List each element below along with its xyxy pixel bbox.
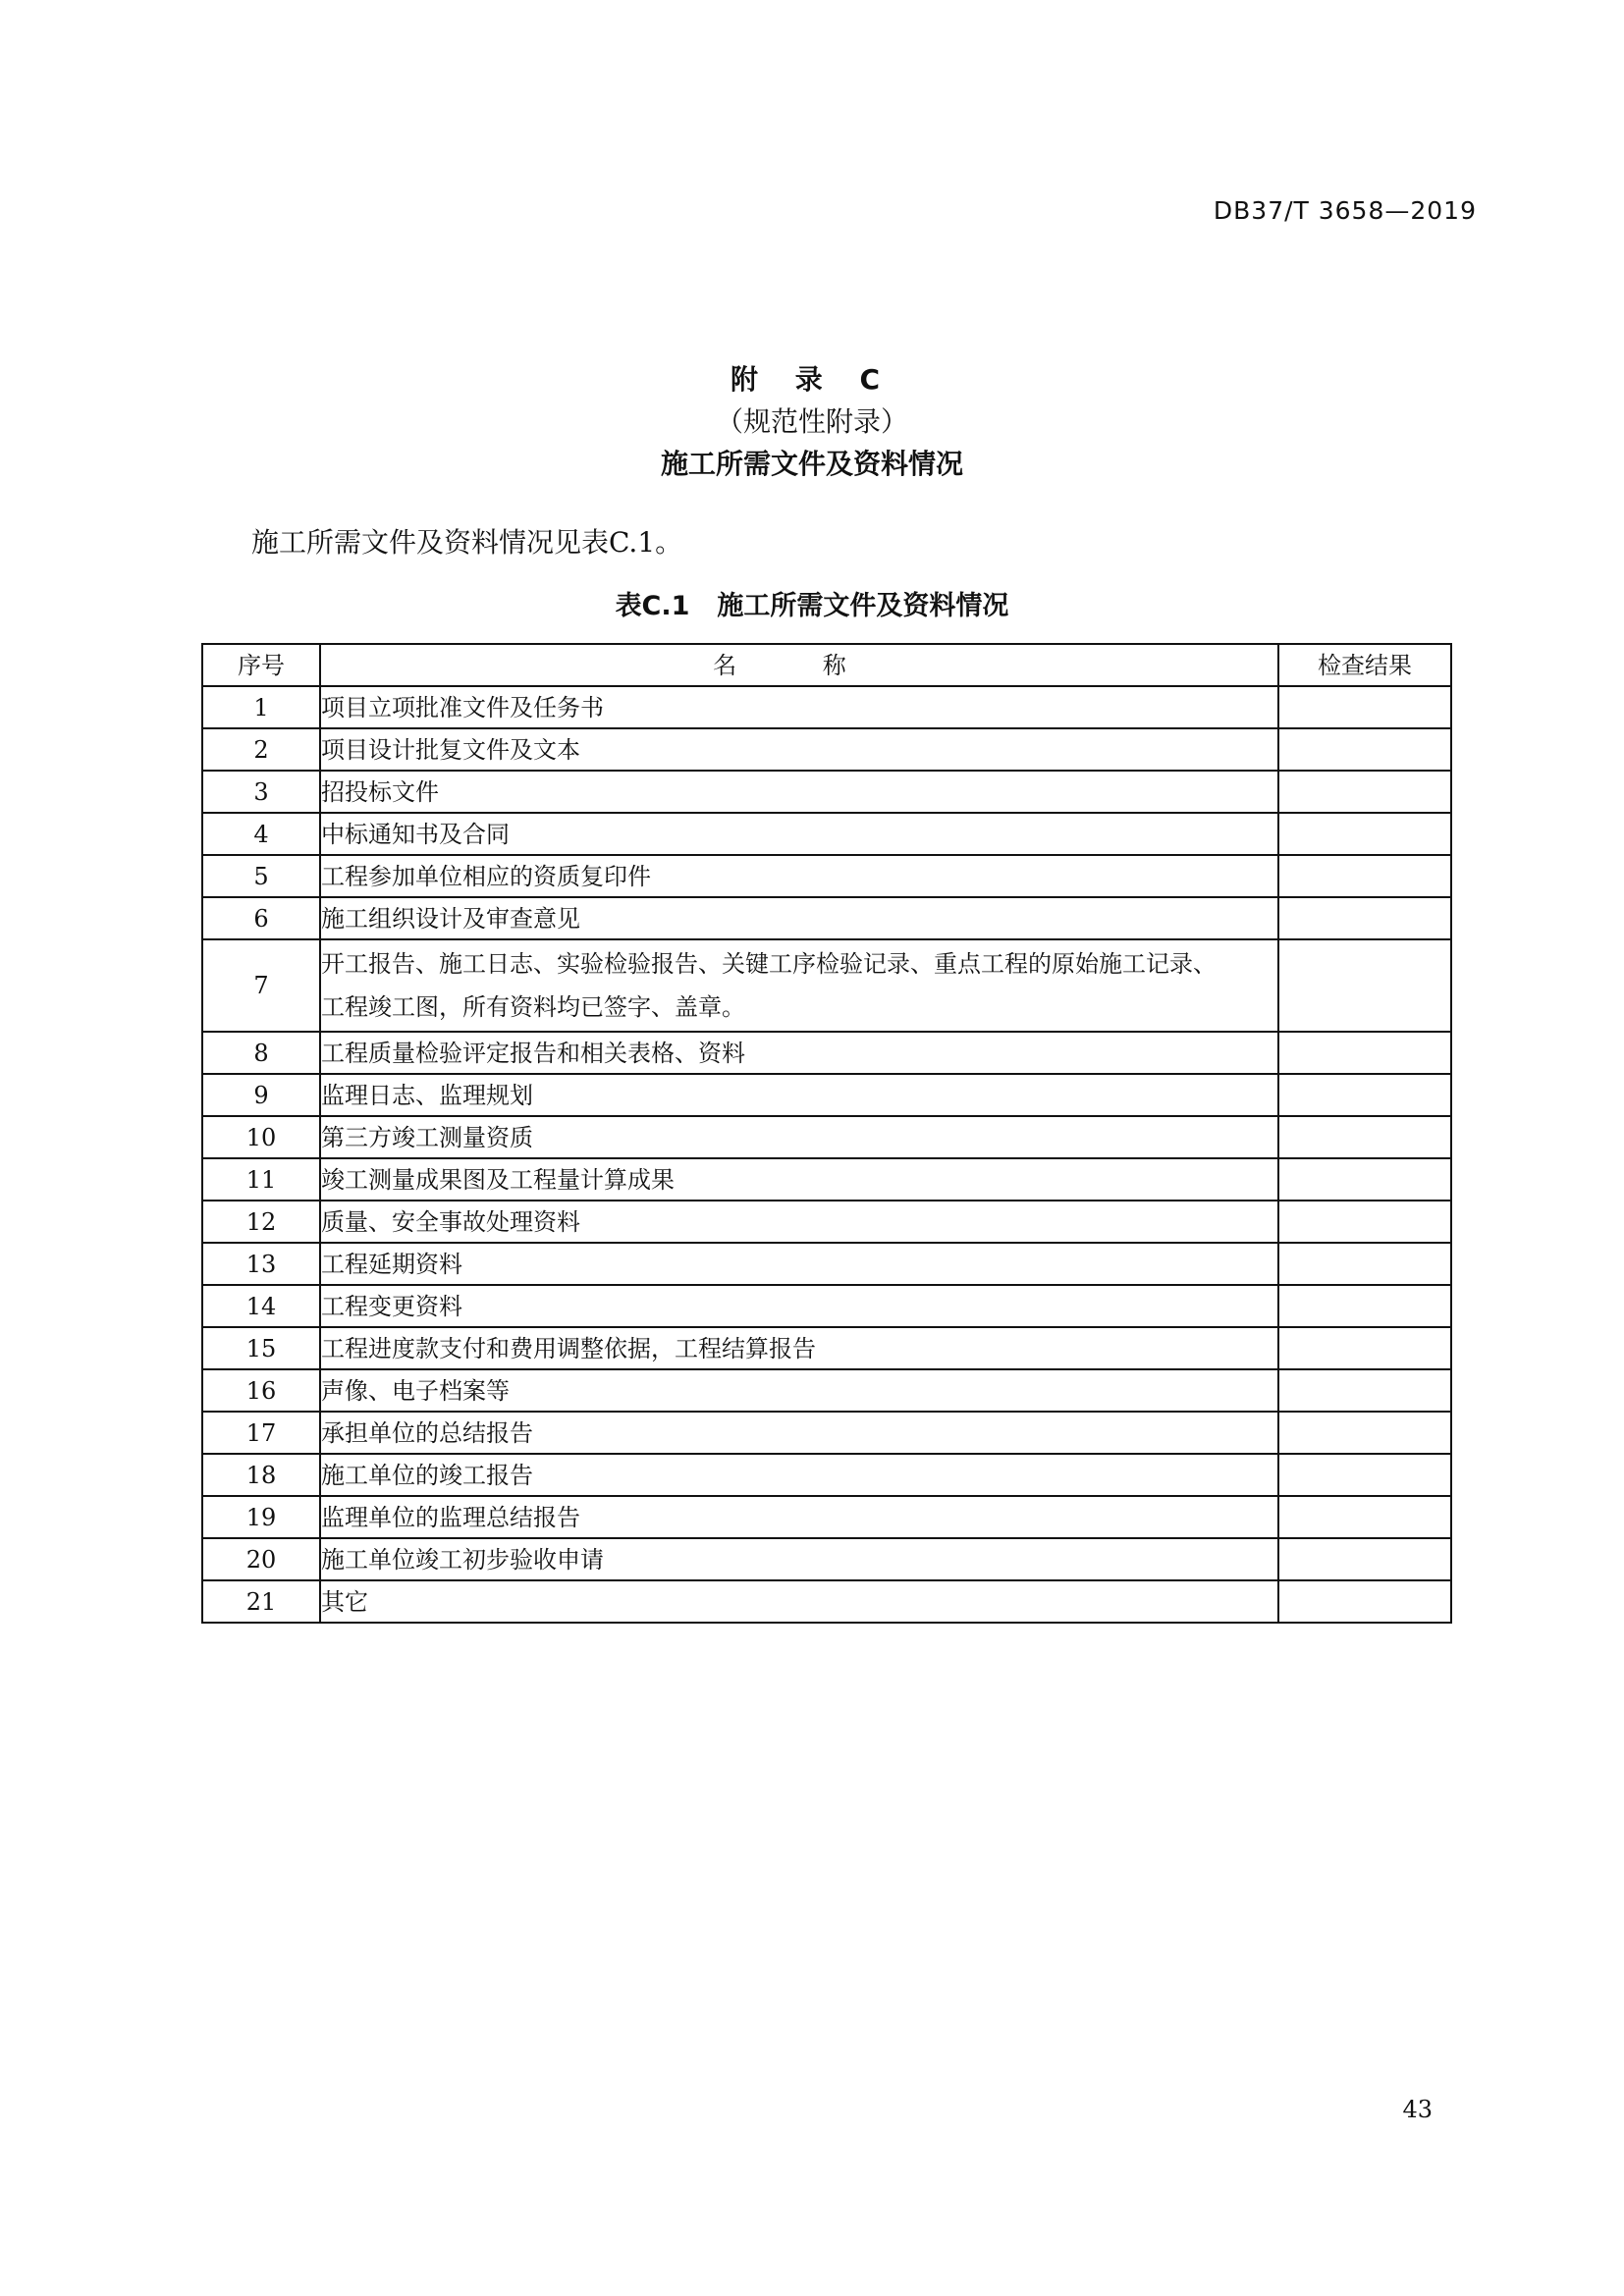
row-number: 8 [202,1032,320,1074]
intro-paragraph: 施工所需文件及资料情况见表C.1。 [251,526,683,559]
row-result [1278,897,1451,939]
row-number: 20 [202,1538,320,1580]
row-result [1278,1285,1451,1327]
row-name: 施工单位的竣工报告 [320,1454,1278,1496]
row-result [1278,1243,1451,1285]
row-number: 18 [202,1454,320,1496]
row-name: 工程参加单位相应的资质复印件 [320,855,1278,897]
row-name: 质量、安全事故处理资料 [320,1201,1278,1243]
row-result [1278,686,1451,728]
table-caption [0,584,1624,622]
table-row [202,1201,1451,1243]
column-header-seq: 序号 [202,644,320,686]
table-row [202,1369,1451,1412]
row-name: 监理单位的监理总结报告 [320,1496,1278,1538]
table-row [202,1454,1451,1496]
appendix-title: 附 录 C [730,363,894,396]
table-caption-title: 施工所需文件及资料情况 [717,591,1009,621]
row-number: 19 [202,1496,320,1538]
row-name: 承担单位的总结报告 [320,1412,1278,1454]
row-number: 15 [202,1327,320,1369]
row-name: 工程变更资料 [320,1285,1278,1327]
row-result [1278,1454,1451,1496]
row-number: 3 [202,771,320,813]
table-row [202,1285,1451,1327]
table-row [202,1116,1451,1158]
row-name-line-1: 开工报告、施工日志、实验检验报告、关键工序检验记录、重点工程的原始施工记录、 [321,950,1217,978]
row-number: 2 [202,728,320,771]
row-result [1278,1369,1451,1412]
row-result [1278,1580,1451,1623]
row-result [1278,771,1451,813]
row-number: 16 [202,1369,320,1412]
row-name: 工程质量检验评定报告和相关表格、资料 [320,1032,1278,1074]
table-row [202,939,1451,1032]
row-number: 21 [202,1580,320,1623]
row-number: 13 [202,1243,320,1285]
row-name: 工程进度款支付和费用调整依据，工程结算报告 [320,1327,1278,1369]
row-result [1278,1032,1451,1074]
row-result [1278,1496,1451,1538]
row-name: 监理日志、监理规划 [320,1074,1278,1116]
table-header-row [202,644,1451,686]
table-row [202,1580,1451,1623]
row-result [1278,728,1451,771]
row-result [1278,1538,1451,1580]
table-row [202,1496,1451,1538]
table-caption-number: 表C.1 [615,591,690,621]
row-number: 6 [202,897,320,939]
row-number: 17 [202,1412,320,1454]
table-row [202,855,1451,897]
document-code: DB37/T 3658—2019 [1213,196,1477,225]
row-result [1278,1074,1451,1116]
row-number: 9 [202,1074,320,1116]
row-number: 7 [202,939,320,1032]
table-row [202,771,1451,813]
row-number: 1 [202,686,320,728]
row-result [1278,1116,1451,1158]
column-header-result: 检查结果 [1278,644,1451,686]
row-number: 4 [202,813,320,855]
table-row [202,1327,1451,1369]
row-name: 竣工测量成果图及工程量计算成果 [320,1158,1278,1201]
table-row [202,1158,1451,1201]
row-number: 5 [202,855,320,897]
row-name [320,939,1278,1032]
document-table [201,643,1452,1624]
row-result [1278,813,1451,855]
row-name: 招投标文件 [320,771,1278,813]
row-name: 中标通知书及合同 [320,813,1278,855]
row-name: 工程延期资料 [320,1243,1278,1285]
row-name: 施工组织设计及审查意见 [320,897,1278,939]
row-name: 其它 [320,1580,1278,1623]
row-number: 14 [202,1285,320,1327]
row-name: 项目设计批复文件及文本 [320,728,1278,771]
table-row [202,1412,1451,1454]
row-result [1278,1412,1451,1454]
appendix-subtitle: 施工所需文件及资料情况 [660,448,963,480]
row-number: 10 [202,1116,320,1158]
table-row [202,1538,1451,1580]
row-name: 项目立项批准文件及任务书 [320,686,1278,728]
table-row [202,897,1451,939]
row-result [1278,1201,1451,1243]
table-row [202,1032,1451,1074]
row-result [1278,855,1451,897]
row-result [1278,1327,1451,1369]
row-number: 12 [202,1201,320,1243]
column-header-name: 名 称 [320,644,1278,686]
row-name-line-2: 工程竣工图，所有资料均已签字、盖章。 [321,993,745,1021]
row-number: 11 [202,1158,320,1201]
row-name: 第三方竣工测量资质 [320,1116,1278,1158]
row-name: 施工单位竣工初步验收申请 [320,1538,1278,1580]
table-row [202,1074,1451,1116]
row-name: 声像、电子档案等 [320,1369,1278,1412]
appendix-type: （规范性附录） [715,405,908,438]
row-result [1278,1158,1451,1201]
table-row [202,686,1451,728]
page-number: 43 [1402,2096,1433,2123]
table-row [202,728,1451,771]
table-row [202,813,1451,855]
table-row [202,1243,1451,1285]
row-result [1278,939,1451,1032]
